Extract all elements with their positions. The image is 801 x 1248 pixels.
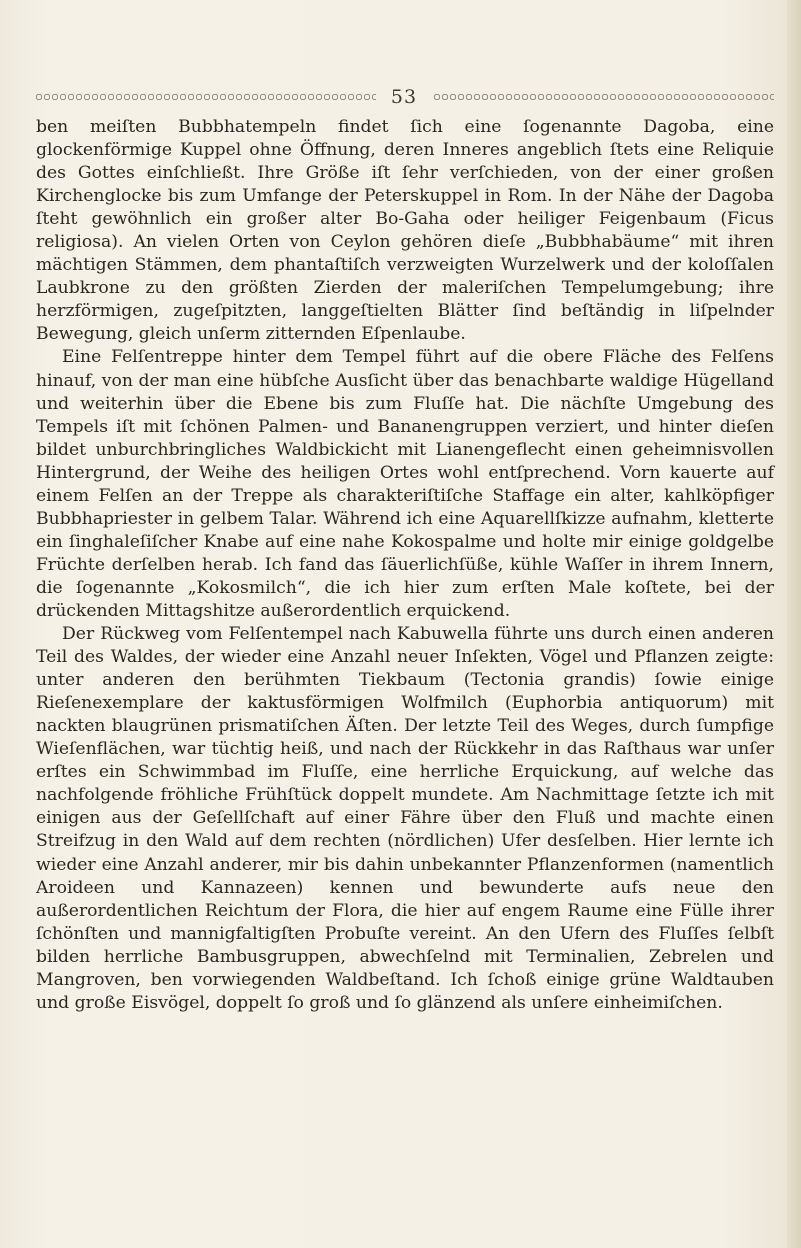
header-ornament-left xyxy=(34,92,376,102)
paragraph-2: Eine Felſentreppe hinter dem Tempel führt auf die obere Fläche des Felſens hinauf, von der man eine hübſche Ausſicht über das benachbarte waldige Hügelland und weiterhin über die Ebene bis zum Fluſſe hat. Die nächſte Umgebung des Tempels iſt mit ſchönen Palmen- und Bananengruppen verziert, und hinter dieſen bildet unburchbringliches Waldbickicht mit Lianengeflecht einen geheimnisvollen Hintergrund, der Weihe des heiligen Ortes wohl entſprechend. Vorn kauerte auf einem Felſen an der Treppe als charakteriſtiſche Staffage ein alter, kahlköpfiger Bubbhapriester in gelbem Talar. Während ich eine Aquarellſkizze aufnahm, kletterte ein ſinghaleſiſcher Knabe auf eine nahe Kokospalme und holte mir einige goldgelbe Früchte derſelben herab. Ich fand das ſäuerlichſüße, kühle Waſſer in ihrem Innern, die ſogenannte „Kokosmilch“, die ich hier zum erſten Male koſtete, bei der drückenden Mittagshitze außerordentlich erquickend. xyxy=(36,347,774,621)
page-edge xyxy=(787,0,801,1248)
paragraph-1: ben meiſten Bubbhatempeln findet ſich eine ſogenannte Dagoba, eine glockenförmige Kuppel ohne Öffnung, deren Inneres angeblich ſtets eine Reliquie des Gottes einſchließt. Ihre Größe iſt ſehr verſchieden, von der einer großen Kirchenglocke bis zum Umfange der Peterskuppel in Rom. In der Nähe der Dagoba ſteht gewöhnlich ein großer alter Bo-Gaha oder heiliger Feigenbaum (Ficus religiosa). An vielen Orten von Ceylon gehören dieſe „Bubbhabäume“ mit ihren mächtigen Stämmen, dem phantaſtiſch verzweigten Wurzelwerk und der koloſſalen Laubkrone zu den größten Zierden der maleriſchen Tempelumgebung; ihre herzförmigen, zugeſpitzten, langgeſtielten Blätter ſind beſtändig in liſpelnder Bewegung, gleich unſerm zitternden Eſpenlaube. xyxy=(36,117,774,345)
body-text xyxy=(36,116,774,1015)
paragraph-3: Der Rückweg vom Felſentempel nach Kabuwella führte uns durch einen anderen Teil des Waldes, der wieder eine Anzahl neuer Inſekten, Vögel und Pflanzen zeigte: unter anderen den berühmten Tiekbaum (Tectonia grandis) ſowie einige Rieſenexemplare der kaktusförmigen Wolfmilch (Euphorbia antiquorum) mit nackten blaugrünen prismatiſchen Äſten. Der letzte Teil des Weges, durch ſumpfige Wieſenflächen, war tüchtig heiß, und nach der Rückkehr in das Raſthaus war unſer erſtes ein Schwimmbad im Fluſſe, eine herrliche Erquickung, auf welche das nachfolgende fröhliche Frühſtück doppelt mundete. Am Nachmittage ſetzte ich mit einigen aus der Geſellſchaft auf einer Fähre über den Fluß und machte einen Streifzug in den Wald auf dem rechten (nördlichen) Ufer desſelben. Hier lernte ich wieder eine Anzahl anderer, mir bis dahin unbekannter Pflanzenformen (namentlich Aroideen und Kannazeen) kennen und bewunderte aufs neue den außerordentlichen Reichtum der Flora, die hier auf engem Raume eine Fülle ihrer ſchönſten und mannigfaltigſten Probuſte vereint. An den Ufern des Fluſſes ſelbſt bilden herrliche Bambusgruppen, abwechſelnd mit Terminalien, Zebrelen und Mangroven, ben vorwiegenden Waldbeſtand. Ich ſchoß einige grüne Waldtauben und große Eisvögel, doppelt ſo groß und ſo glänzend als unſere einheimiſchen. xyxy=(36,624,774,1013)
page-header xyxy=(34,84,774,110)
header-ornament-right xyxy=(432,92,774,102)
page-number: 53 xyxy=(390,86,418,108)
